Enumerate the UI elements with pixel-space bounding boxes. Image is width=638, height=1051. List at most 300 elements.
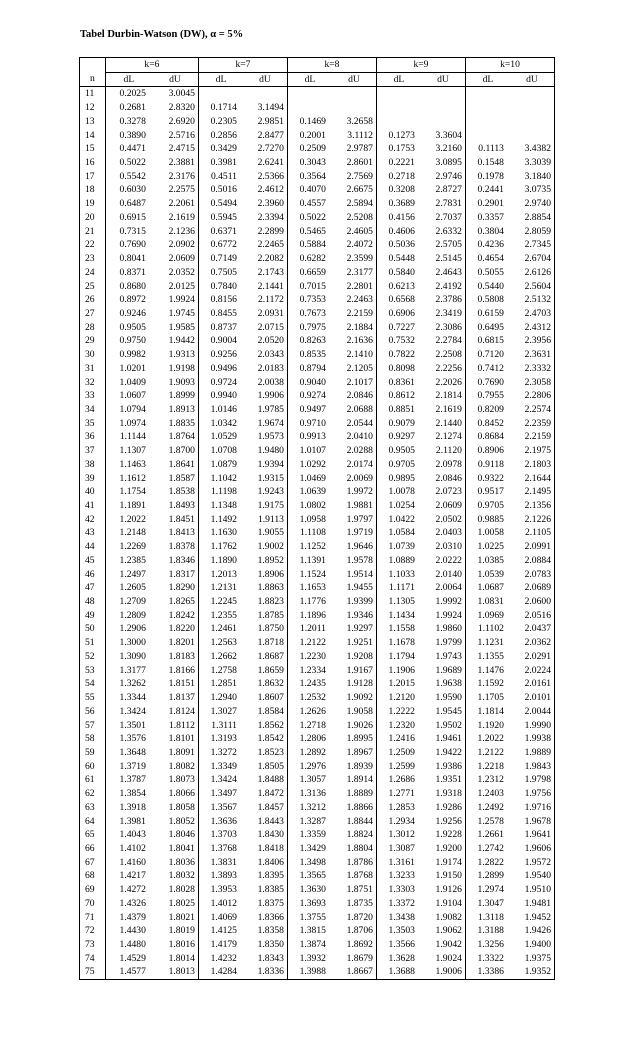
du-cell: 2.2574 xyxy=(510,403,555,417)
du-cell: 1.8607 xyxy=(243,691,288,705)
du-cell: 1.9480 xyxy=(243,444,288,458)
du-cell: 1.9743 xyxy=(421,650,466,664)
du-cell: 2.3086 xyxy=(421,321,466,335)
du-cell: 1.9175 xyxy=(243,499,288,513)
dl-cell: 0.6159 xyxy=(477,307,504,319)
du-cell: 1.8021 xyxy=(152,911,199,925)
table-row xyxy=(80,362,555,376)
dl-cell: 1.3000 xyxy=(119,637,146,649)
du-cell: 1.9400 xyxy=(510,938,555,952)
dl-cell: 1.1890 xyxy=(210,554,237,566)
du-cell: 2.0101 xyxy=(510,691,555,705)
du-cell: 1.9386 xyxy=(421,760,466,774)
du-cell: 2.2575 xyxy=(152,183,199,197)
du-cell: 1.8751 xyxy=(332,883,377,897)
du-cell: 1.8028 xyxy=(152,883,199,897)
table-row xyxy=(80,554,555,568)
du-cell: 1.9585 xyxy=(152,321,199,335)
du-cell: 2.2159 xyxy=(510,430,555,444)
dl-cell: 1.2320 xyxy=(388,719,415,731)
du-cell: 2.2806 xyxy=(510,389,555,403)
du-cell: 1.9422 xyxy=(421,746,466,760)
n-cell: 18 xyxy=(80,183,106,197)
dl-cell: 1.2334 xyxy=(299,664,326,676)
du-cell: 3.1494 xyxy=(243,101,288,115)
dl-cell: 1.0794 xyxy=(119,403,146,415)
table-row xyxy=(80,417,555,431)
dl-cell: 1.3188 xyxy=(477,925,504,937)
n-cell: 11 xyxy=(80,87,106,101)
du-cell: 1.8066 xyxy=(152,787,199,801)
dl-cell: 0.3564 xyxy=(299,170,326,182)
dl-cell: 1.2771 xyxy=(388,788,415,800)
du-cell: 1.9315 xyxy=(243,472,288,486)
dl-cell: 0.6772 xyxy=(210,239,237,251)
dl-cell: 1.3256 xyxy=(477,939,504,950)
du-cell: 1.9286 xyxy=(421,801,466,815)
dl-cell: 1.2899 xyxy=(477,870,504,882)
dl-cell: 1.0078 xyxy=(388,486,415,498)
table-row xyxy=(80,211,555,225)
du-cell: 2.2359 xyxy=(510,417,555,431)
dl-cell: 1.0107 xyxy=(299,445,326,457)
dl-cell: 1.2563 xyxy=(210,637,237,649)
du-cell: 2.0689 xyxy=(510,581,555,595)
n-cell: 45 xyxy=(80,554,106,568)
du-cell: 2.1120 xyxy=(421,444,466,458)
du-cell: 2.3394 xyxy=(243,211,288,225)
dl-cell: 1.0342 xyxy=(210,417,237,429)
du-cell: 1.9055 xyxy=(243,526,288,540)
n-cell: 52 xyxy=(80,650,106,664)
n-cell: 42 xyxy=(80,513,106,527)
table-row xyxy=(80,965,555,979)
table-row xyxy=(80,458,555,472)
table-body xyxy=(80,87,555,980)
table-row xyxy=(80,115,555,129)
du-cell: 1.8913 xyxy=(152,403,199,417)
dl-cell: 1.0889 xyxy=(388,554,415,566)
dl-cell: 1.3497 xyxy=(210,788,237,800)
du-cell: 1.8032 xyxy=(152,869,199,883)
n-cell: 20 xyxy=(80,211,106,225)
n-cell: 50 xyxy=(80,622,106,636)
du-cell: 1.9860 xyxy=(421,622,466,636)
du-cell: 1.9042 xyxy=(421,938,466,952)
dl-cell: 0.6915 xyxy=(119,211,146,223)
du-cell: 2.1814 xyxy=(421,389,466,403)
n-cell: 63 xyxy=(80,801,106,815)
du-cell: 1.8679 xyxy=(332,952,377,966)
dl-cell: 0.9750 xyxy=(119,335,146,347)
du-cell: 2.0544 xyxy=(332,417,377,431)
du-cell: 2.8854 xyxy=(510,211,555,225)
dl-cell: 1.3118 xyxy=(477,911,504,923)
dl-cell: 1.0879 xyxy=(210,458,237,470)
dl-cell: 1.2122 xyxy=(477,746,504,758)
dl-cell: 0.8452 xyxy=(477,417,504,429)
dl-cell: 0.2718 xyxy=(388,170,415,182)
dl-cell: 0.9040 xyxy=(299,376,326,388)
n-cell: 31 xyxy=(80,362,106,376)
du-cell: 2.8477 xyxy=(243,129,288,143)
du-cell: 2.0609 xyxy=(152,252,199,266)
dl-cell: 1.1391 xyxy=(299,554,326,566)
n-cell: 22 xyxy=(80,238,106,252)
du-cell: 1.9455 xyxy=(332,581,377,595)
dl-cell: 1.1307 xyxy=(119,445,146,457)
du-cell: 1.9502 xyxy=(421,719,466,733)
du-cell: 1.9572 xyxy=(510,856,555,870)
dl-cell: 1.3161 xyxy=(388,856,415,868)
n-cell: 15 xyxy=(80,142,106,156)
du-cell: 1.8350 xyxy=(243,938,288,952)
dl-cell: 0.5055 xyxy=(477,266,504,278)
k-header-row xyxy=(80,58,555,73)
du-cell: 1.9198 xyxy=(152,362,199,376)
table-row xyxy=(80,828,555,842)
dl-cell: 1.3831 xyxy=(210,856,237,868)
du-cell: 1.8336 xyxy=(243,965,288,979)
dl-cell: 0.8906 xyxy=(477,445,504,457)
dl-cell: 0.1978 xyxy=(477,170,504,182)
dl-cell: 1.1305 xyxy=(388,596,415,608)
n-cell: 44 xyxy=(80,540,106,554)
n-cell: 23 xyxy=(80,252,106,266)
du-cell: 1.8443 xyxy=(243,815,288,829)
dl-cell: 0.8209 xyxy=(477,403,504,415)
dl-cell: 0.3208 xyxy=(388,184,415,196)
dl-cell: 1.3576 xyxy=(119,733,146,745)
table-row xyxy=(80,101,555,115)
du-cell: 1.9026 xyxy=(332,719,377,733)
dl-cell: 1.3344 xyxy=(119,692,146,704)
du-cell: 1.8358 xyxy=(243,924,288,938)
dl-cell: 0.7690 xyxy=(119,239,146,251)
dl-cell: 1.3566 xyxy=(388,939,415,950)
du-cell: 1.8343 xyxy=(243,952,288,966)
du-cell: 1.8201 xyxy=(152,636,199,650)
dl-cell: 0.1113 xyxy=(478,143,504,155)
dl-cell: 1.3815 xyxy=(299,925,326,937)
du-cell: 2.2508 xyxy=(421,348,466,362)
dl-cell: 1.3372 xyxy=(388,897,415,909)
dl-cell: 1.3893 xyxy=(210,870,237,882)
du-cell: 1.9461 xyxy=(421,732,466,746)
dl-cell: 0.1469 xyxy=(299,115,326,127)
dl-cell: 1.3981 xyxy=(119,815,146,827)
dl-cell: 1.2015 xyxy=(388,678,415,690)
du-cell: 2.1884 xyxy=(332,321,377,335)
dl-cell: 1.2355 xyxy=(210,609,237,621)
du-cell: 2.0288 xyxy=(332,444,377,458)
k-header-6: k=6 xyxy=(105,58,198,73)
n-cell: 19 xyxy=(80,197,106,211)
dl-cell: 0.2001 xyxy=(299,129,326,141)
n-cell: 21 xyxy=(80,225,106,239)
du-cell: 1.8220 xyxy=(152,622,199,636)
dl-cell: 1.2461 xyxy=(210,623,237,635)
du-cell: 1.8058 xyxy=(152,801,199,815)
dl-cell xyxy=(465,129,509,143)
n-cell: 61 xyxy=(80,773,106,787)
dl-cell: 1.0058 xyxy=(477,527,504,539)
du-cell: 1.8378 xyxy=(152,540,199,554)
n-cell: 28 xyxy=(80,321,106,335)
dl-cell: 0.9497 xyxy=(299,403,326,415)
n-cell: 36 xyxy=(80,430,106,444)
du-cell: 2.5894 xyxy=(332,197,377,211)
du-cell: 1.8036 xyxy=(152,856,199,870)
dl-cell: 0.8612 xyxy=(388,390,415,402)
du-cell: 2.0600 xyxy=(510,595,555,609)
du-cell: 2.5366 xyxy=(243,170,288,184)
n-cell: 51 xyxy=(80,636,106,650)
du-cell: 2.0520 xyxy=(243,334,288,348)
table-row xyxy=(80,760,555,774)
dl-cell: 1.1171 xyxy=(388,582,415,594)
du-cell: 1.9243 xyxy=(243,485,288,499)
du-cell: 1.8542 xyxy=(243,732,288,746)
dl-cell: 1.2718 xyxy=(299,719,326,731)
du-cell: 2.1226 xyxy=(510,513,555,527)
dl-cell: 1.2851 xyxy=(210,678,237,690)
dl-cell: 1.2976 xyxy=(299,760,326,772)
dl-cell: 0.8361 xyxy=(388,376,415,388)
table-row xyxy=(80,664,555,678)
table-row xyxy=(80,129,555,143)
du-cell xyxy=(510,87,555,101)
dl-cell: 0.5022 xyxy=(119,157,146,169)
dl-cell: 0.2901 xyxy=(477,198,504,210)
du-cell: 1.8889 xyxy=(332,787,377,801)
dl-cell: 1.4379 xyxy=(119,911,146,923)
du-cell: 2.1274 xyxy=(421,430,466,444)
dl-cell xyxy=(465,115,509,129)
dl-cell: 1.1198 xyxy=(210,486,237,498)
dl-cell: 0.9895 xyxy=(388,472,415,484)
du-cell: 1.8265 xyxy=(152,595,199,609)
dl-cell: 0.7120 xyxy=(477,349,504,361)
table-row xyxy=(80,513,555,527)
dl-cell: 0.3804 xyxy=(477,225,504,237)
du-cell: 2.4605 xyxy=(332,225,377,239)
du-cell: 1.8041 xyxy=(152,842,199,856)
dl-cell: 1.1794 xyxy=(388,650,415,662)
du-cell: 1.8395 xyxy=(243,869,288,883)
table-row xyxy=(80,142,555,156)
du-cell: 1.9924 xyxy=(152,293,199,307)
table-row xyxy=(80,472,555,486)
dl-cell: 0.7532 xyxy=(388,335,415,347)
du-cell: 1.9208 xyxy=(332,650,377,664)
du-cell: 2.9740 xyxy=(510,197,555,211)
dl-cell: 1.2245 xyxy=(210,596,237,608)
du-cell: 1.9150 xyxy=(421,869,466,883)
dl-cell: 1.3322 xyxy=(477,952,504,964)
table-row xyxy=(80,787,555,801)
dl-cell: 1.1891 xyxy=(119,500,146,511)
dl-cell: 0.9118 xyxy=(477,458,504,470)
n-cell: 72 xyxy=(80,924,106,938)
du-cell: 1.8112 xyxy=(152,719,199,733)
du-cell: 1.9719 xyxy=(332,526,377,540)
dl-cell: 1.0225 xyxy=(477,541,504,553)
n-cell: 27 xyxy=(80,307,106,321)
du-cell: 1.8375 xyxy=(243,897,288,911)
table-row xyxy=(80,225,555,239)
du-cell: 2.1356 xyxy=(510,499,555,513)
table-row xyxy=(80,911,555,925)
dl-cell: 1.3755 xyxy=(299,911,326,923)
du-cell: 1.9113 xyxy=(243,513,288,527)
n-cell: 39 xyxy=(80,472,106,486)
dl-cell: 0.9246 xyxy=(119,307,146,319)
table-row xyxy=(80,252,555,266)
du-cell: 3.2160 xyxy=(421,142,466,156)
du-cell: 1.8823 xyxy=(243,595,288,609)
dl-cell: 0.5036 xyxy=(388,239,415,251)
du-cell: 1.9351 xyxy=(421,773,466,787)
dl-cell: 1.3503 xyxy=(388,925,415,937)
du-cell: 2.6332 xyxy=(421,225,466,239)
du-cell: 1.9313 xyxy=(152,348,199,362)
du-cell: 2.0846 xyxy=(421,472,466,486)
dl-cell: 0.2509 xyxy=(299,143,326,155)
du-cell: 2.0044 xyxy=(510,705,555,719)
dl-cell: 0.4606 xyxy=(388,225,415,237)
dl-cell: 0.2856 xyxy=(210,129,237,141)
dl-cell: 0.2305 xyxy=(210,115,237,127)
du-cell: 1.8346 xyxy=(152,554,199,568)
dl-header: dL xyxy=(465,72,509,87)
du-cell: 3.0735 xyxy=(510,183,555,197)
dl-cell: 1.1524 xyxy=(299,568,326,580)
dl-cell: 1.2022 xyxy=(477,733,504,745)
n-cell: 29 xyxy=(80,334,106,348)
du-cell: 1.8242 xyxy=(152,609,199,623)
dl-cell: 1.1814 xyxy=(477,705,504,717)
dl-cell: 1.3648 xyxy=(119,746,146,758)
dl-cell: 0.8851 xyxy=(388,403,415,415)
du-cell: 2.1803 xyxy=(510,458,555,472)
du-cell: 1.8290 xyxy=(152,581,199,595)
table-row xyxy=(80,389,555,403)
dl-cell: 0.7315 xyxy=(119,225,146,237)
du-cell: 2.1236 xyxy=(152,225,199,239)
dl-cell: 1.1492 xyxy=(210,513,237,525)
dl-cell: 0.3429 xyxy=(210,143,237,155)
du-cell: 2.4072 xyxy=(332,238,377,252)
n-cell: 35 xyxy=(80,417,106,431)
du-cell xyxy=(332,87,377,101)
n-cell: 54 xyxy=(80,677,106,691)
du-cell: 1.9545 xyxy=(421,705,466,719)
du-cell: 1.9674 xyxy=(243,417,288,431)
dl-cell: 0.8041 xyxy=(119,253,146,265)
dl-cell: 0.5440 xyxy=(477,280,504,292)
du-cell: 1.8587 xyxy=(152,472,199,486)
dl-cell: 1.1920 xyxy=(477,719,504,731)
du-cell: 2.8320 xyxy=(152,101,199,115)
du-cell: 2.0723 xyxy=(421,485,466,499)
dl-cell: 1.2230 xyxy=(299,650,326,662)
dl-cell: 0.2221 xyxy=(388,157,415,169)
dl-cell: 1.3087 xyxy=(388,842,415,854)
dl-cell: 0.3890 xyxy=(119,129,146,141)
dl-cell: 1.0529 xyxy=(210,431,237,443)
du-cell: 2.0410 xyxy=(332,430,377,444)
n-cell: 33 xyxy=(80,389,106,403)
dl-cell: 0.4557 xyxy=(299,198,326,210)
table-row xyxy=(80,883,555,897)
du-cell: 1.9797 xyxy=(332,513,377,527)
du-cell: 1.8025 xyxy=(152,897,199,911)
du-cell: 3.0045 xyxy=(152,87,199,101)
dl-cell: 1.1108 xyxy=(299,527,326,539)
du-cell: 1.9251 xyxy=(332,636,377,650)
n-cell: 12 xyxy=(80,101,106,115)
dl-cell: 0.9913 xyxy=(299,431,326,443)
dl-cell: 0.9256 xyxy=(210,349,237,361)
durbin-watson-table xyxy=(79,57,555,980)
dl-cell: 0.8737 xyxy=(210,321,237,333)
dl-cell: 0.1548 xyxy=(477,157,504,169)
du-cell: 2.1743 xyxy=(243,266,288,280)
du-cell: 3.3039 xyxy=(510,156,555,170)
dl-cell: 1.0146 xyxy=(210,403,237,415)
dl-cell: 1.3027 xyxy=(210,705,237,717)
du-cell: 1.9062 xyxy=(421,924,466,938)
du-cell: 1.8488 xyxy=(243,773,288,787)
dl-cell: 0.3043 xyxy=(299,157,326,169)
dl-cell: 1.0422 xyxy=(388,513,415,525)
dl-cell: 1.3212 xyxy=(299,801,326,813)
du-cell: 2.4312 xyxy=(510,321,555,335)
dl-cell: 0.1714 xyxy=(210,102,237,114)
du-cell: 1.8750 xyxy=(243,622,288,636)
dl-cell: 1.3090 xyxy=(119,650,146,662)
table-row xyxy=(80,266,555,280)
du-cell: 1.8013 xyxy=(152,965,199,979)
dl-cell: 1.1434 xyxy=(388,609,415,621)
dl-cell: 0.7955 xyxy=(477,390,504,402)
dl-cell: 0.6371 xyxy=(210,225,237,237)
dl-cell: 0.9705 xyxy=(388,458,415,470)
dl-cell: 1.2626 xyxy=(299,705,326,717)
dl-cell: 0.5016 xyxy=(210,184,237,196)
du-cell: 2.1619 xyxy=(421,403,466,417)
du-cell: 2.0902 xyxy=(152,238,199,252)
du-cell: 1.8317 xyxy=(152,568,199,582)
du-cell: 1.8692 xyxy=(332,938,377,952)
table-row xyxy=(80,636,555,650)
dl-cell: 1.1144 xyxy=(119,431,146,443)
dl-cell: 1.3012 xyxy=(388,829,415,841)
dl-cell: 1.3438 xyxy=(388,911,415,923)
du-cell: 1.8124 xyxy=(152,705,199,719)
table-row xyxy=(80,444,555,458)
du-cell: 1.8151 xyxy=(152,677,199,691)
du-cell: 1.9689 xyxy=(421,664,466,678)
du-cell: 1.8538 xyxy=(152,485,199,499)
du-cell: 1.9756 xyxy=(510,787,555,801)
dl-cell: 0.9710 xyxy=(299,417,326,429)
dl-header: dL xyxy=(287,72,331,87)
dl-cell: 0.9004 xyxy=(210,335,237,347)
dl-cell: 1.4480 xyxy=(119,939,146,950)
dl-cell: 1.0969 xyxy=(477,609,504,621)
